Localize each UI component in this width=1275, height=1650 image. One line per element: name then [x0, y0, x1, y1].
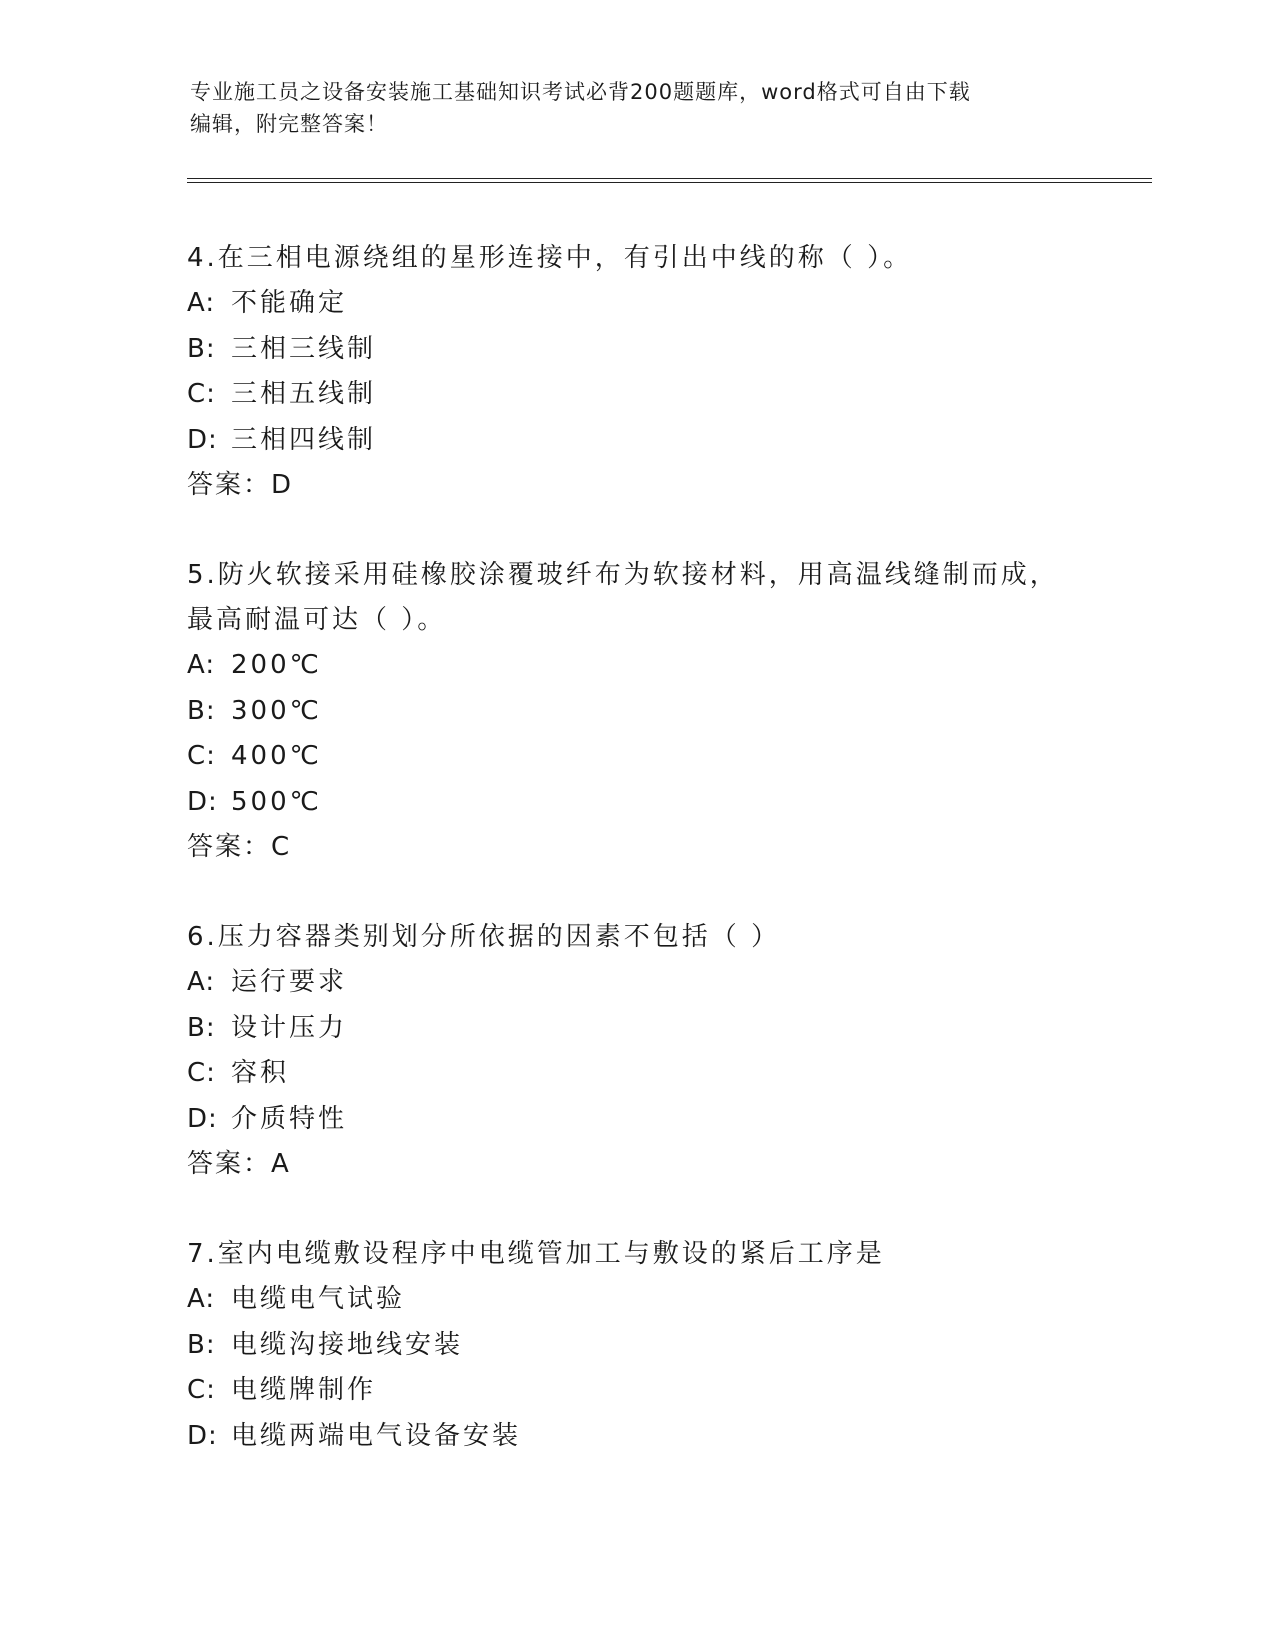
- answer-text: 答案：C: [187, 832, 292, 862]
- question-text: 5.防火软接采用硅橡胶涂覆玻纤布为软接材料，用高温线缝制而成，最高耐温可达（ ）。: [187, 560, 1059, 635]
- option-a: [187, 960, 1087, 1006]
- option-text: 容积: [231, 1058, 290, 1088]
- option-letter: A:: [187, 288, 216, 318]
- option-d: [187, 1414, 1087, 1460]
- option-letter: A:: [187, 967, 216, 997]
- option-letter: B:: [187, 695, 216, 726]
- option-c: [187, 372, 1087, 418]
- option-letter: B:: [187, 1329, 216, 1360]
- option-letter: D:: [187, 1103, 218, 1134]
- question-text: 6.压力容器类别划分所依据的因素不包括（ ）: [187, 922, 781, 952]
- option-text: 三相四线制: [231, 424, 377, 455]
- answer-text: 答案：A: [187, 1149, 291, 1179]
- option-d: [187, 780, 1087, 826]
- header-divider-bottom: [187, 182, 1152, 183]
- option-a: [187, 281, 1087, 327]
- option-text: 电缆牌制作: [231, 1375, 377, 1405]
- option-d: [187, 1097, 1087, 1143]
- option-text: 电缆两端电气设备安装: [231, 1420, 522, 1451]
- option-b: [187, 327, 1087, 373]
- option-letter: D:: [187, 1420, 218, 1451]
- option-letter: D:: [187, 786, 218, 817]
- question-list: [187, 236, 1087, 1504]
- header-line-2: 编辑，附完整答案！: [190, 112, 388, 136]
- option-b: [187, 1006, 1087, 1052]
- question-5: [187, 553, 1087, 870]
- option-b: [187, 1323, 1087, 1369]
- option-letter: A:: [187, 1284, 216, 1314]
- document-header: [190, 76, 1090, 140]
- option-c: [187, 1368, 1087, 1414]
- option-letter: B:: [187, 333, 216, 364]
- option-text: 500℃: [231, 786, 322, 817]
- option-letter: D:: [187, 424, 218, 455]
- option-text: 电缆沟接地线安装: [231, 1329, 464, 1360]
- header-divider-top: [187, 178, 1152, 179]
- option-text: 400℃: [231, 741, 322, 771]
- question-text: 7.室内电缆敷设程序中电缆管加工与敷设的紧后工序是: [187, 1239, 885, 1269]
- option-letter: C:: [187, 1375, 216, 1405]
- option-text: 设计压力: [231, 1012, 348, 1043]
- answer-text: 答案：D: [187, 470, 294, 500]
- option-letter: C:: [187, 1058, 216, 1088]
- option-text: 三相三线制: [231, 333, 377, 364]
- option-a: [187, 643, 1087, 689]
- option-a: [187, 1277, 1087, 1323]
- option-text: 200℃: [231, 650, 322, 680]
- option-text: 不能确定: [231, 288, 348, 318]
- option-letter: B:: [187, 1012, 216, 1043]
- question-text: 4.在三相电源绕组的星形连接中，有引出中线的称（ ）。: [187, 243, 913, 273]
- header-line-1: 专业施工员之设备安装施工基础知识考试必背200题题库，word格式可自由下载: [190, 80, 971, 104]
- option-text: 电缆电气试验: [231, 1284, 406, 1314]
- question-4: [187, 236, 1087, 508]
- option-c: [187, 734, 1087, 780]
- question-6: [187, 915, 1087, 1187]
- option-letter: A:: [187, 650, 216, 680]
- option-text: 运行要求: [231, 967, 348, 997]
- option-text: 三相五线制: [231, 379, 377, 409]
- option-c: [187, 1051, 1087, 1097]
- option-letter: C:: [187, 379, 216, 409]
- option-b: [187, 689, 1087, 735]
- option-letter: C:: [187, 741, 216, 771]
- question-7: [187, 1232, 1087, 1459]
- option-text: 介质特性: [231, 1103, 348, 1134]
- option-d: [187, 418, 1087, 464]
- option-text: 300℃: [231, 695, 322, 726]
